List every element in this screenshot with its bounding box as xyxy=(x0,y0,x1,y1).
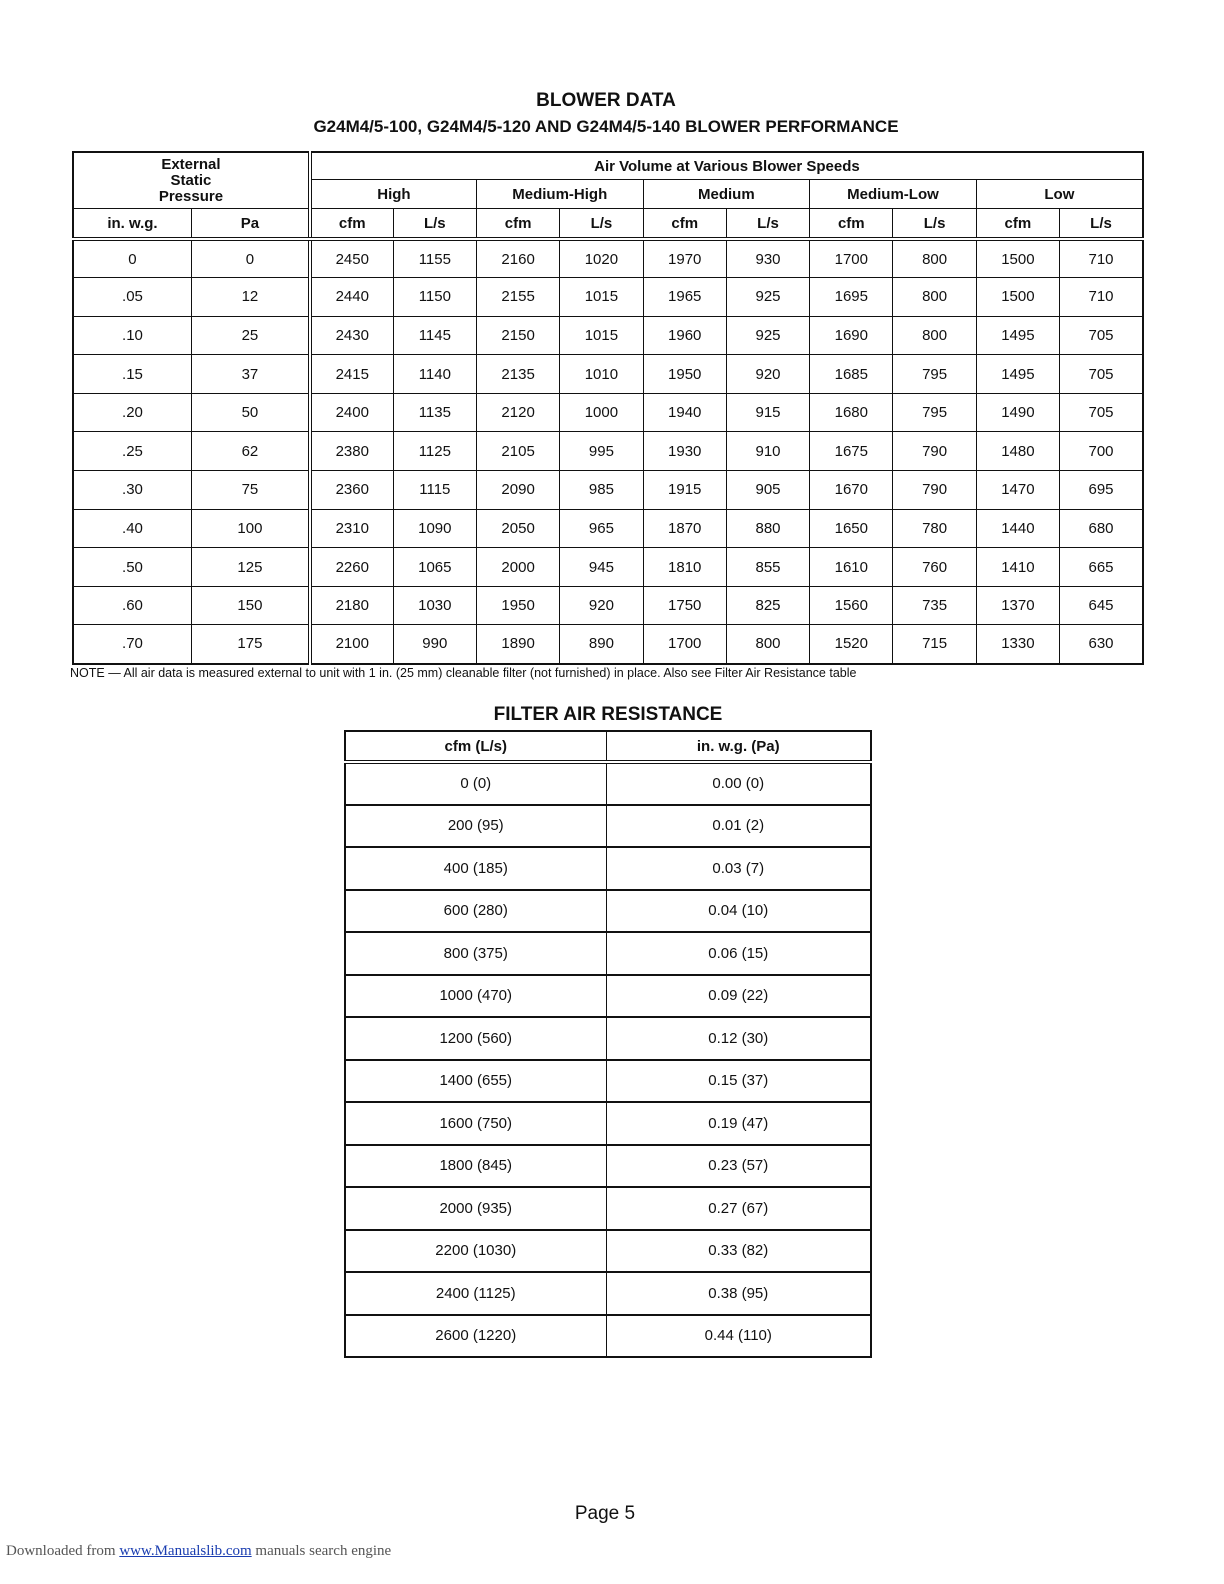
table-cell: 800 xyxy=(726,625,809,664)
table-cell: 710 xyxy=(1060,239,1143,278)
table-cell: 1155 xyxy=(393,239,476,278)
table-cell: 695 xyxy=(1060,471,1143,510)
table-cell: 855 xyxy=(726,548,809,587)
table-cell: 0.33 (82) xyxy=(606,1230,871,1273)
table-cell: 1560 xyxy=(810,586,893,625)
table-cell: 1400 (655) xyxy=(345,1060,606,1103)
table-cell: 2180 xyxy=(310,586,393,625)
page-subtitle: G24M4/5-100, G24M4/5-120 AND G24M4/5-140 BLOWER PERFORMANCE xyxy=(313,117,899,136)
table-cell: 1470 xyxy=(976,471,1059,510)
table-cell: 2200 (1030) xyxy=(345,1230,606,1273)
table-cell: 0.01 (2) xyxy=(606,805,871,848)
table-cell: 2430 xyxy=(310,316,393,355)
filter-table-title: FILTER AIR RESISTANCE xyxy=(493,704,723,725)
table-cell: 1495 xyxy=(976,355,1059,394)
table-row xyxy=(345,1017,871,1060)
table-cell: 1440 xyxy=(976,509,1059,548)
table-cell: 1695 xyxy=(810,278,893,317)
table-cell: 1150 xyxy=(393,278,476,317)
table-cell: 925 xyxy=(726,278,809,317)
table-cell: 1870 xyxy=(643,509,726,548)
table-cell: 1750 xyxy=(643,586,726,625)
speed-header: Low xyxy=(976,180,1143,209)
table-cell: 0.04 (10) xyxy=(606,890,871,933)
table-cell: 1610 xyxy=(810,548,893,587)
unit-header: cfm xyxy=(310,209,393,240)
table-cell: 12 xyxy=(191,278,309,317)
filter-header-cfm: cfm (L/s) xyxy=(345,731,606,762)
table-cell: 1690 xyxy=(810,316,893,355)
table-row xyxy=(345,975,871,1018)
table-row xyxy=(345,1145,871,1188)
table-row xyxy=(345,805,871,848)
table-cell: 1685 xyxy=(810,355,893,394)
table-cell: 790 xyxy=(893,432,976,471)
table-cell: 1500 xyxy=(976,278,1059,317)
table-cell: 1125 xyxy=(393,432,476,471)
table-cell: 945 xyxy=(560,548,643,587)
table-cell: 2400 xyxy=(310,393,393,432)
table-cell: 1115 xyxy=(393,471,476,510)
table-cell: 965 xyxy=(560,509,643,548)
table-cell: 0 (0) xyxy=(345,762,606,805)
table-cell: 2135 xyxy=(476,355,559,394)
unit-header: L/s xyxy=(1060,209,1143,240)
table-cell: 800 xyxy=(893,239,976,278)
table-row xyxy=(345,847,871,890)
table-cell: 200 (95) xyxy=(345,805,606,848)
table-cell: 1145 xyxy=(393,316,476,355)
table-cell: 825 xyxy=(726,586,809,625)
unit-header: in. w.g. xyxy=(73,209,191,240)
unit-header: Pa xyxy=(191,209,309,240)
table-cell: 1940 xyxy=(643,393,726,432)
table-row xyxy=(345,1060,871,1103)
manualslib-link[interactable]: www.Manualslib.com xyxy=(119,1543,252,1559)
table-row xyxy=(73,432,1143,471)
table-cell: 925 xyxy=(726,316,809,355)
table-cell: .10 xyxy=(73,316,191,355)
table-row xyxy=(345,762,871,805)
table-cell: 990 xyxy=(393,625,476,664)
table-cell: 1965 xyxy=(643,278,726,317)
table-cell: 0.09 (22) xyxy=(606,975,871,1018)
table-cell: 630 xyxy=(1060,625,1143,664)
table-row xyxy=(73,393,1143,432)
table-cell: 1010 xyxy=(560,355,643,394)
air-volume-header: Air Volume at Various Blower Speeds xyxy=(310,152,1143,180)
table-cell: 25 xyxy=(191,316,309,355)
table-note: NOTE — All air data is measured external to unit with 1 in. (25 mm) cleanable filter (not furnished) in place. Also see Filter Air Resistance table xyxy=(70,666,857,680)
table-cell: 1065 xyxy=(393,548,476,587)
unit-header: cfm xyxy=(643,209,726,240)
table-cell: 705 xyxy=(1060,316,1143,355)
table-cell: 2100 xyxy=(310,625,393,664)
table-cell: 985 xyxy=(560,471,643,510)
table-row xyxy=(345,1187,871,1230)
table-cell: 1410 xyxy=(976,548,1059,587)
table-cell: 1700 xyxy=(643,625,726,664)
table-cell: 0.06 (15) xyxy=(606,932,871,975)
table-cell: 1015 xyxy=(560,278,643,317)
table-cell: 1970 xyxy=(643,239,726,278)
table-cell: 1495 xyxy=(976,316,1059,355)
table-cell: 705 xyxy=(1060,393,1143,432)
table-cell: 995 xyxy=(560,432,643,471)
table-cell: 715 xyxy=(893,625,976,664)
table-row xyxy=(73,471,1143,510)
table-cell: .05 xyxy=(73,278,191,317)
table-cell: 75 xyxy=(191,471,309,510)
table-cell: 400 (185) xyxy=(345,847,606,890)
table-cell: 1490 xyxy=(976,393,1059,432)
table-cell: 1140 xyxy=(393,355,476,394)
table-cell: 2050 xyxy=(476,509,559,548)
table-cell: 880 xyxy=(726,509,809,548)
table-cell: 0.15 (37) xyxy=(606,1060,871,1103)
table-row xyxy=(345,1230,871,1273)
unit-header: L/s xyxy=(393,209,476,240)
unit-header: L/s xyxy=(893,209,976,240)
table-cell: 2000 xyxy=(476,548,559,587)
table-cell: 1015 xyxy=(560,316,643,355)
table-cell: 1500 xyxy=(976,239,1059,278)
table-cell: 1800 (845) xyxy=(345,1145,606,1188)
table-cell: 1810 xyxy=(643,548,726,587)
table-cell: 665 xyxy=(1060,548,1143,587)
table-cell: 2000 (935) xyxy=(345,1187,606,1230)
table-cell: 37 xyxy=(191,355,309,394)
table-cell: 50 xyxy=(191,393,309,432)
table-cell: 0.44 (110) xyxy=(606,1315,871,1358)
table-row xyxy=(73,548,1143,587)
speed-header: Medium-Low xyxy=(810,180,977,209)
page-title: BLOWER DATA xyxy=(536,90,676,111)
table-row xyxy=(345,932,871,975)
table-cell: 735 xyxy=(893,586,976,625)
table-cell: 0.23 (57) xyxy=(606,1145,871,1188)
filter-air-resistance-table xyxy=(344,730,872,1358)
table-cell: 0 xyxy=(73,239,191,278)
table-cell: 705 xyxy=(1060,355,1143,394)
table-cell: 1670 xyxy=(810,471,893,510)
table-cell: 1960 xyxy=(643,316,726,355)
table-cell: 2090 xyxy=(476,471,559,510)
table-cell: 800 xyxy=(893,278,976,317)
table-cell: 915 xyxy=(726,393,809,432)
table-cell: 2380 xyxy=(310,432,393,471)
table-cell: 790 xyxy=(893,471,976,510)
table-cell: .60 xyxy=(73,586,191,625)
table-cell: 1135 xyxy=(393,393,476,432)
table-cell: 1600 (750) xyxy=(345,1102,606,1145)
table-cell: 2310 xyxy=(310,509,393,548)
table-cell: 930 xyxy=(726,239,809,278)
table-cell: 1200 (560) xyxy=(345,1017,606,1060)
table-row xyxy=(345,890,871,933)
table-cell: 2400 (1125) xyxy=(345,1272,606,1315)
table-cell: 2120 xyxy=(476,393,559,432)
table-row xyxy=(73,586,1143,625)
table-cell: 2415 xyxy=(310,355,393,394)
table-cell: 2440 xyxy=(310,278,393,317)
table-cell: 1890 xyxy=(476,625,559,664)
table-cell: 100 xyxy=(191,509,309,548)
table-cell: 0.38 (95) xyxy=(606,1272,871,1315)
table-cell: 920 xyxy=(560,586,643,625)
table-cell: 2450 xyxy=(310,239,393,278)
table-cell: .15 xyxy=(73,355,191,394)
table-row xyxy=(345,1102,871,1145)
table-cell: 1950 xyxy=(476,586,559,625)
table-cell: 800 xyxy=(893,316,976,355)
unit-header: cfm xyxy=(810,209,893,240)
page-number: Page 5 xyxy=(574,1503,636,1524)
table-cell: 125 xyxy=(191,548,309,587)
table-cell: 1520 xyxy=(810,625,893,664)
table-cell: 1700 xyxy=(810,239,893,278)
table-cell: 0.27 (67) xyxy=(606,1187,871,1230)
table-cell: .50 xyxy=(73,548,191,587)
table-cell: .25 xyxy=(73,432,191,471)
table-row xyxy=(73,355,1143,394)
table-cell: 800 (375) xyxy=(345,932,606,975)
filter-header-pressure: in. w.g. (Pa) xyxy=(606,731,871,762)
table-cell: .20 xyxy=(73,393,191,432)
table-cell: 890 xyxy=(560,625,643,664)
table-cell: 710 xyxy=(1060,278,1143,317)
table-cell: 1680 xyxy=(810,393,893,432)
table-cell: 1650 xyxy=(810,509,893,548)
table-cell: 1030 xyxy=(393,586,476,625)
table-cell: 2360 xyxy=(310,471,393,510)
table-cell: 600 (280) xyxy=(345,890,606,933)
table-cell: 2260 xyxy=(310,548,393,587)
table-cell: 760 xyxy=(893,548,976,587)
table-cell: 0.03 (7) xyxy=(606,847,871,890)
table-row xyxy=(73,278,1143,317)
speed-header: Medium xyxy=(643,180,810,209)
table-cell: 175 xyxy=(191,625,309,664)
table-cell: 1930 xyxy=(643,432,726,471)
speed-header: High xyxy=(310,180,477,209)
table-row xyxy=(73,509,1143,548)
table-row xyxy=(73,316,1143,355)
table-cell: 2600 (1220) xyxy=(345,1315,606,1358)
table-cell: .40 xyxy=(73,509,191,548)
table-cell: 645 xyxy=(1060,586,1143,625)
table-cell: 2160 xyxy=(476,239,559,278)
pressure-header: External Static Pressure xyxy=(73,152,310,209)
table-cell: 905 xyxy=(726,471,809,510)
table-cell: 2155 xyxy=(476,278,559,317)
table-cell: 2150 xyxy=(476,316,559,355)
table-cell: 0.12 (30) xyxy=(606,1017,871,1060)
table-cell: 920 xyxy=(726,355,809,394)
footer-suffix: manuals search engine xyxy=(255,1543,392,1559)
table-cell: 2105 xyxy=(476,432,559,471)
table-cell: 0.00 (0) xyxy=(606,762,871,805)
table-cell: 795 xyxy=(893,393,976,432)
table-cell: 700 xyxy=(1060,432,1143,471)
download-footer xyxy=(6,1543,391,1560)
table-row xyxy=(73,625,1143,664)
table-row xyxy=(345,1272,871,1315)
table-cell: 0 xyxy=(191,239,309,278)
table-cell: 1950 xyxy=(643,355,726,394)
unit-header: L/s xyxy=(726,209,809,240)
table-row xyxy=(345,1315,871,1358)
table-cell: 1915 xyxy=(643,471,726,510)
table-cell: .70 xyxy=(73,625,191,664)
table-cell: 1480 xyxy=(976,432,1059,471)
table-cell: 1675 xyxy=(810,432,893,471)
table-row xyxy=(73,239,1143,278)
table-cell: 680 xyxy=(1060,509,1143,548)
table-cell: 150 xyxy=(191,586,309,625)
table-cell: .30 xyxy=(73,471,191,510)
table-cell: 1020 xyxy=(560,239,643,278)
table-cell: 1330 xyxy=(976,625,1059,664)
unit-header: cfm xyxy=(476,209,559,240)
table-cell: 1000 (470) xyxy=(345,975,606,1018)
table-cell: 1090 xyxy=(393,509,476,548)
unit-header: L/s xyxy=(560,209,643,240)
footer-prefix: Downloaded from xyxy=(6,1543,116,1559)
table-cell: 795 xyxy=(893,355,976,394)
table-cell: 910 xyxy=(726,432,809,471)
unit-header: cfm xyxy=(976,209,1059,240)
table-cell: 780 xyxy=(893,509,976,548)
speed-header: Medium-High xyxy=(476,180,643,209)
table-cell: 62 xyxy=(191,432,309,471)
table-cell: 1000 xyxy=(560,393,643,432)
table-cell: 1370 xyxy=(976,586,1059,625)
table-cell: 0.19 (47) xyxy=(606,1102,871,1145)
blower-performance-table xyxy=(72,151,1144,665)
